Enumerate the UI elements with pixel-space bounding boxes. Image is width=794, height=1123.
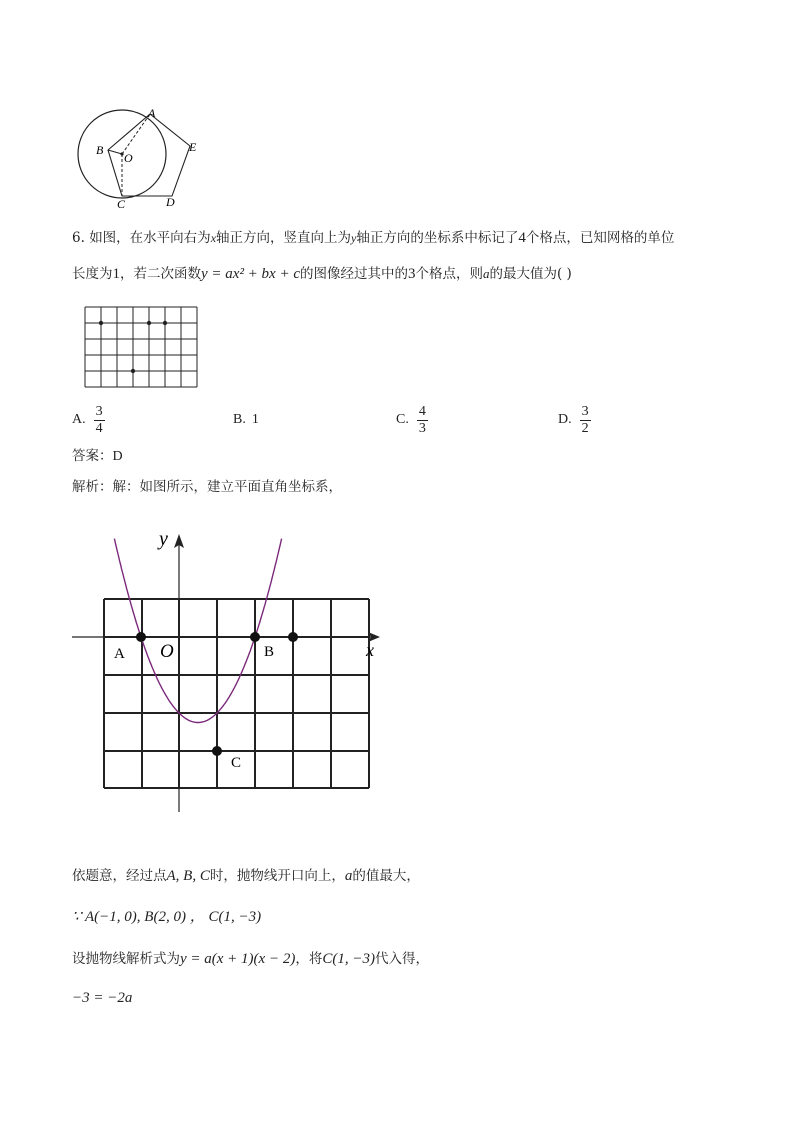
option-d[interactable]: D. $\frac{3}{2}$ <box>558 403 589 436</box>
label-d: D <box>166 195 175 209</box>
origin-label: O <box>160 641 174 662</box>
small-grid-figure <box>84 306 198 388</box>
answer-options <box>72 400 692 440</box>
option-c[interactable]: C. $\frac{4}{3}$ <box>396 403 426 436</box>
fraction: $\frac{3}{2}$ <box>581 403 589 436</box>
grid-point <box>163 321 167 325</box>
label-b: B <box>96 143 104 157</box>
label-c: C <box>117 197 126 211</box>
label-o: O <box>124 151 133 165</box>
label-e: E <box>189 140 197 154</box>
quadratic-function: y = ax² + bx + c <box>201 266 300 282</box>
analysis-line: 解析：解：如图所示，建立平面直角坐标系， <box>72 479 342 495</box>
question-line-1: 6. 如图，在水平向右为x轴正方向，竖直向上为y轴正方向的坐标系中标记了4个格点，已知网格的单位 <box>72 230 675 246</box>
lattice-point <box>250 632 260 642</box>
grid-point <box>147 321 151 325</box>
grid-point <box>99 321 103 325</box>
lattice-point <box>212 746 222 756</box>
lattice-point <box>288 632 298 642</box>
solution-line-4: −3 = −2a <box>72 990 133 1006</box>
parabola-grid-figure <box>60 500 390 820</box>
point-label-c: C <box>231 755 242 771</box>
question-line-2: 长度为1，若二次函数y = ax² + bx + c的图像经过其中的3个格点，则a的最大值为( ) <box>72 266 572 282</box>
answer-value: D <box>112 449 123 464</box>
fraction: $\frac{3}{4}$ <box>95 403 103 436</box>
axis-label-y: y <box>159 528 168 550</box>
parabola-curve <box>114 539 281 723</box>
grid-point <box>131 369 135 373</box>
fraction: $\frac{4}{3}$ <box>418 403 426 436</box>
solution-line-1: 依题意，经过点A, B, C时，抛物线开口向上，a的值最大， <box>72 868 420 884</box>
lattice-point <box>136 632 146 642</box>
option-b[interactable]: B. 1 <box>233 412 259 427</box>
point-label-a: A <box>114 646 125 662</box>
solution-line-3: 设抛物线解析式为y = a(x + 1)(x − 2)，将C(1, −3)代入得， <box>72 951 429 967</box>
solution-line-2: ∵ A(−1, 0), B(2, 0) ， C(1, −3) <box>72 909 262 925</box>
question-number: 6. <box>72 230 85 246</box>
option-a[interactable]: A. $\frac{3}{4}$ <box>72 403 103 436</box>
axis-label-x: x <box>366 640 374 660</box>
point-label-b: B <box>264 644 275 660</box>
label-a: A <box>148 106 156 120</box>
answer-line: 答案：D <box>72 448 123 464</box>
circle-pentagon-figure <box>70 104 210 212</box>
